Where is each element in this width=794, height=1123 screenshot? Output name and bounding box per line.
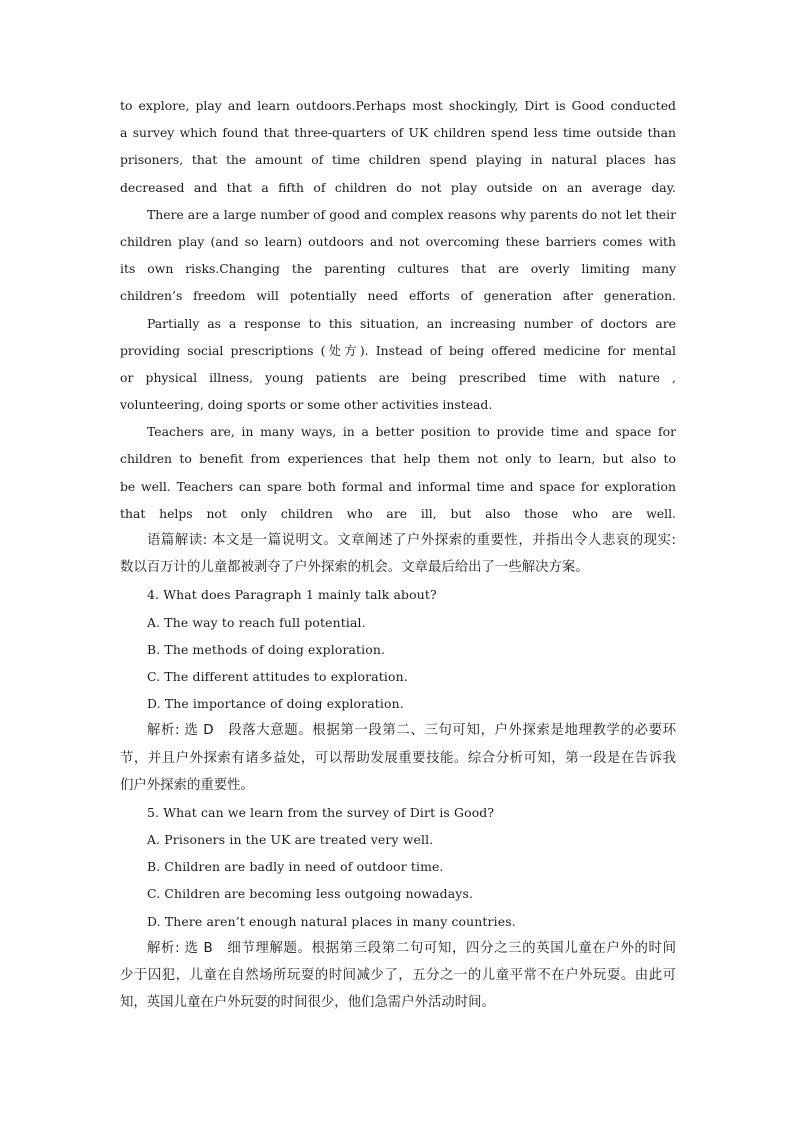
passage-paragraph-1 <box>120 92 676 201</box>
passage-summary <box>120 527 676 581</box>
passage-paragraph-3 <box>120 310 676 419</box>
text-line: children to benefit from experiences that help them not only to learn, but also to <box>120 451 676 467</box>
text-line: volunteering, doing sports or some other activities instead. <box>120 397 493 413</box>
question-5 <box>120 799 676 1017</box>
text-line: a survey which found that three-quarters of UK children spend less time outside than <box>120 125 676 141</box>
analysis-line: 们户外探索的重要性。 <box>120 777 254 793</box>
text-line: Teachers are, in many ways, in a better position to provide time and space for <box>147 424 676 440</box>
question-4 <box>120 581 676 799</box>
option-a: A. Prisoners in the UK are treated very well. <box>147 832 434 848</box>
passage-paragraph-4 <box>120 418 676 527</box>
analysis-line: 解析: 选 B 细节理解题。根据第三段第二句可知，四分之三的英国儿童在户外的时间 <box>147 940 676 956</box>
text-line: providing social prescriptions (处方). Instead of being offered medicine for mental <box>120 342 676 358</box>
option-c: C. Children are becoming less outgoing nowadays. <box>147 886 474 902</box>
text-line: its own risks.Changing the parenting cultures that are overly limiting many <box>120 261 676 277</box>
text-line: Partially as a response to this situation, an increasing number of doctors are <box>147 315 676 331</box>
analysis-line: 节，并且户外探索有诸多益处，可以帮助发展重要技能。综合分析可知，第一段是在告诉我 <box>120 750 676 766</box>
document-page <box>120 92 676 1016</box>
option-d: D. The importance of doing exploration. <box>147 696 404 712</box>
option-c: C. The different attitudes to exploration. <box>147 668 408 684</box>
text-line: that helps not only children who are ill, but also those who are well. <box>120 505 676 521</box>
summary-line: 语篇解读: 本文是一篇说明文。文章阐述了户外探索的重要性，并指出令人悲哀的现实: <box>147 533 676 548</box>
text-line: to explore, play and learn outdoors.Perhaps most shockingly, Dirt is Good conducted <box>120 98 676 113</box>
text-line: decreased and that a fifth of children do not play outside on an average day. <box>120 179 676 195</box>
text-line: prisoners, that the amount of time children spend playing in natural places has <box>120 152 676 168</box>
text-line: children play (and so learn) outdoors and not overcoming these barriers comes with <box>120 233 676 249</box>
passage-paragraph-2 <box>120 201 676 310</box>
question-stem: 5. What can we learn from the survey of Dirt is Good? <box>147 804 495 820</box>
text-line: or physical illness, young patients are being prescribed time with nature , <box>120 369 676 385</box>
option-a: A. The way to reach full potential. <box>147 614 366 630</box>
option-d: D. There aren’t enough natural places in many countries. <box>147 913 516 929</box>
text-line: children’s freedom will potentially need efforts of generation after generation. <box>120 288 676 304</box>
question-stem: 4. What does Paragraph 1 mainly talk about? <box>147 587 437 603</box>
option-b: B. The methods of doing exploration. <box>147 641 386 657</box>
analysis-line: 少于囚犯，儿童在自然场所玩耍的时间减少了，五分之一的儿童平常不在户外玩耍。由此可 <box>120 968 676 983</box>
option-b: B. Children are badly in need of outdoor time. <box>147 859 444 875</box>
analysis-line: 解析: 选 D 段落大意题。根据第一段第二、三句可知，户外探索是地理教学的必要环 <box>147 723 676 739</box>
text-line: There are a large number of good and complex reasons why parents do not let their <box>147 206 676 222</box>
text-line: be well. Teachers can spare both formal and informal time and space for exploration <box>120 478 676 494</box>
analysis-line: 知，英国儿童在户外玩耍的时间很少，他们急需户外活动时间。 <box>120 995 495 1011</box>
summary-line: 数以百万计的儿童都被剥夺了户外探索的机会。文章最后给出了一些解决方案。 <box>120 560 589 576</box>
